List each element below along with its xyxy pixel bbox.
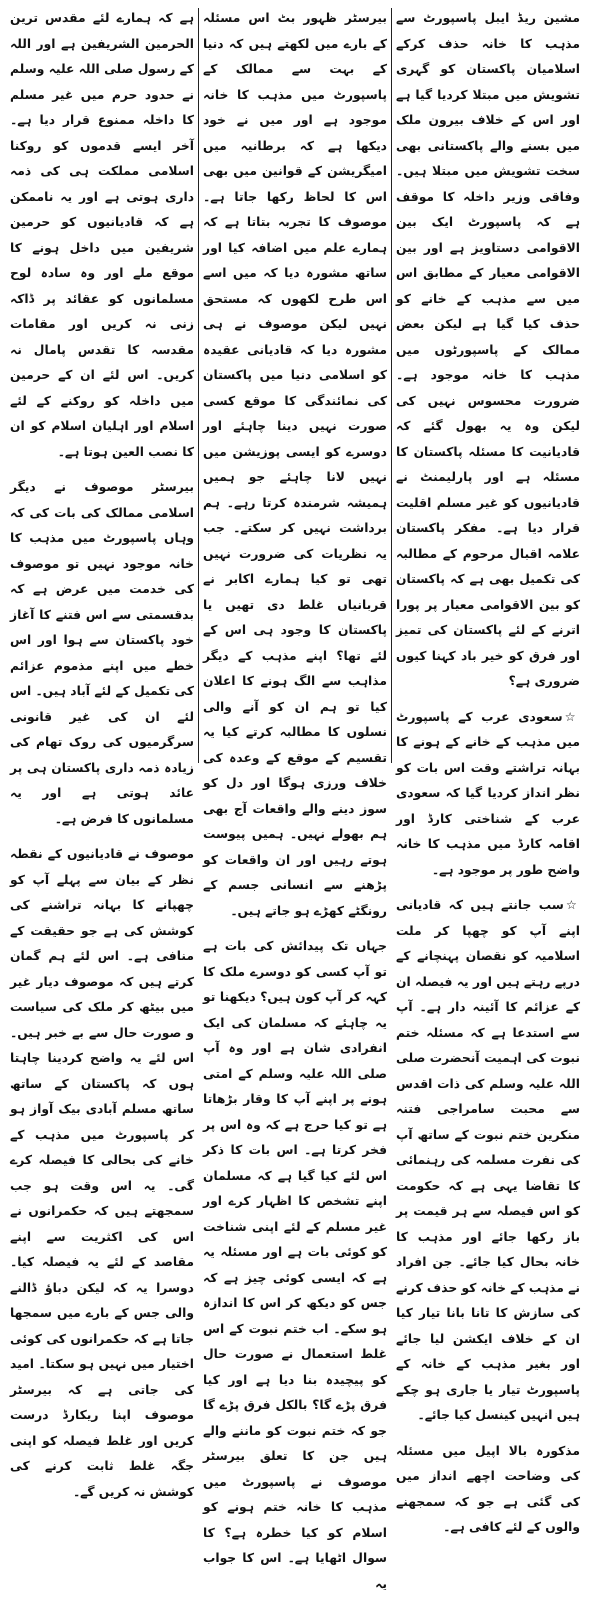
star-icon: ☆: [564, 709, 580, 724]
column-left: [6, 6, 198, 1499]
star-icon: ☆: [565, 898, 580, 912]
paragraph: بیرسٹر موصوف نے دیگر اسلامی ممالک کی بات کی کہ وہاں پاسپورٹ میں مذہب کا خانہ موجود نہیں تو موصوف کی خدمت میں عرض ہے کہ بدقسمتی سے اس فتنے کا آغاز خود پاکستان سے ہوا اور اس خطے میں اپنے مذموم عزائم کی تکمیل کے لئے آباد ہیں۔ اس لئے ان کی غیر قانونی سرگرمیوں کی روک تھام کی زیادہ ذمہ داری پاکستان ہی پر عائد ہوتی ہے اور یہ مسلمانوں کا فرض ہے۔: [10, 480, 194, 826]
paragraph: [396, 705, 580, 884]
paragraph: بیرسٹر ظہور بٹ اس مسئلہ کے بارے میں لکھتے ہیں کہ دنیا کے بہت سے ممالک کے پاسپورٹ میں مذہب کا خانہ موجود ہے اور میں نے خود دیکھا ہے کہ برطانیہ میں امیگریشن کے قوانین میں بھی اس کا لحاظ رکھا جاتا ہے۔ موصوف کا تجربہ بتاتا ہے کہ ہمارے علم میں اضافہ کیا اور ساتھ مشورہ دیا کہ میں اسے اس طرح لکھوں کہ مستحق نہیں لیکن موصوف نے ہی مشورہ دیا کہ قادیانی عقیدہ کو اسلامی دنیا میں پاکستان کی نمائندگی کا موقع کسی صورت نہیں دینا چاہئے اور دوسرے کو ایسی پوزیشن میں نہیں لانا چاہئے جو ہمیں ہمیشہ شرمندہ کرتا رہے۔ ہم برداشت نہیں کر سکتے۔ جب یہ نظریات کی ضرورت نہیں تھی تو کیا ہمارے اکابر نے قربانیاں غلط دی تھیں یا پاکستان کا وجود ہی اس کے لئے تھا؟ اپنے مذہب کے دیگر مذاہب سے الگ ہونے کا اعلان کیا تو ہم ان کو آنے والی نسلوں کا مطالبہ کرتے کیا یہ تقسیم کے موقع کے وعدہ کی خلاف ورزی ہوگا اور دل کو سوز دینے والے واقعات آج بھی ہم بھولے نہیں۔ ہمیں پیوست ہوتے رہیں اور ان واقعات کو پڑھنے سے انسانی جسم کے رونگٹے کھڑے ہو جاتے ہیں۔: [203, 11, 387, 918]
paragraph: [396, 893, 580, 1429]
paragraph-text: سب جانتے ہیں کہ قادیانی اپنے آپ کو چھپا کر ملت اسلامیہ کو نقصان پہنچانے کے درپے رہتے ہیں اور یہ فیصلہ ان کے عزائم کا آئینہ دار ہے۔ آپ سے استدعا ہے کہ مسئلہ ختم نبوت کی اہمیت آنحضرت صلی اللہ علیہ وسلم کی ذات اقدس سے محبت سامراجی فتنہ منکرین ختم نبوت کے ساتھ آپ کی نفرت مسلمہ کی رہنمائی کا تقاضا یہی ہے کہ حکومت کو اس فیصلہ سے ہر قیمت پر باز رکھا جائے اور مذہب کا خانہ بحال کیا جائے۔ جن افراد نے مذہب کے خانہ کو حذف کرنے کی سازش کا تانا بانا تیار کیا ان کے خلاف ایکشن لیا جائے اور بغیر مذہب کے خانہ کے پاسپورٹ تیار یا جاری ہو چکے ہیں انہیں کینسل کیا جائے۔: [396, 898, 580, 1422]
paragraph: ہے کہ ہمارے لئے مقدس ترین الحرمین الشریفین ہے اور اللہ کے رسول صلی اللہ علیہ وسلم نے حدود حرم میں غیر مسلم کا داخلہ ممنوع قرار دیا ہے۔ آخر ایسے قدموں کو روکنا اسلامی مملکت ہی کی ذمہ داری ہوتی ہے اور یہ ناممکن ہے کہ قادیانیوں کو حرمین شریفین میں داخل ہونے کا موقع ملے اور وہ سادہ لوح مسلمانوں کو عقائد پر ڈاکہ زنی نہ کریں اور مقامات مقدسہ کا تقدس پامال نہ کریں۔ اس لئے ان کے حرمین میں داخلہ کو روکنے کے لئے اسلام اور اہلیان اسلام کو ان کا نصب العین ہوتا ہے۔: [10, 11, 194, 459]
column-middle: [199, 6, 391, 1591]
paragraph: موصوف نے قادیانیوں کے نقطہ نظر کے بیان سے پہلے آپ کو چھپانے کا بہانہ تراشنے کی کوشش کی ہے جو حقیقت کے منافی ہے۔ اس لئے ہم گمان کرتے ہیں کہ موصوف دیار غیر میں بیٹھ کر ملک کی سیاست و صورت حال سے بے خبر ہیں۔ اس لئے یہ واضح کردینا چاہتا ہوں کہ پاکستان کے ساتھ ساتھ مسلم آبادی بیک آواز ہو کر پاسپورٹ میں مذہب کے خانے کی بحالی کا فیصلہ کرے گی۔ یہ اس وقت ہو جب سمجھتے ہیں کہ حکمرانوں نے اس کی اکثریت سے اپنے مقاصد کے لئے یہ فیصلہ کیا۔ دوسرا یہ کہ لیکن دباؤ ڈالنے والی جس کے بارے میں سمجھا جاتا ہے کہ حکمرانوں کی کوئی اختیار میں نہیں ہو سکتا۔ امید کی جاتی ہے کہ بیرسٹر موصوف اپنا ریکارڈ درست کریں اور غلط فیصلہ کو اپنی جگہ غلط ثابت کرنے کی کوشش نہ کریں گے۔: [10, 847, 194, 1499]
column-divider: [391, 8, 392, 763]
column-divider: [198, 8, 199, 763]
paragraph: مشین ریڈ ایبل پاسپورٹ سے مذہب کا خانہ حذف کرکے اسلامیان پاکستان کو گہری تشویش میں مبتلا کردیا گیا ہے اور اس کے خلاف بیرون ملک میں بسنے والے پاکستانی بھی سخت تشویش میں مبتلا ہیں۔ وفاقی وزیر داخلہ کا موقف ہے کہ پاسپورٹ ایک بین الاقوامی دستاویز ہے اور بین الاقوامی معیار کے مطابق اس میں سے مذہب کے خانے کو حذف کیا گیا ہے لیکن بعض ممالک کے پاسپورٹوں میں مذہب کا خانہ موجود ہے۔ ضرورت محسوس نہیں کی لیکن وہ یہ بھول گئے کہ قادیانیت کا مسئلہ پاکستان کا مسئلہ ہے اور پارلیمنٹ نے قادیانیوں کو غیر مسلم اقلیت قرار دیا ہے۔ مفکر پاکستان علامہ اقبال مرحوم کے مطالبہ کی تکمیل بھی ہے کہ پاکستان کو بین الاقوامی معیار پر پورا اترنے کے لئے پاکستان کی تمیز اور فرق کو خیر باد کہنا کیوں ضروری ہے؟: [396, 11, 580, 688]
column-right: [392, 6, 584, 1534]
paragraph: مذکورہ بالا اپیل میں مسئلہ کی وضاحت اچھے انداز میں کی گئی ہے جو کہ سمجھنے والوں کے لئے کافی ہے۔: [396, 1443, 580, 1534]
paragraph-text: سعودی عرب کے پاسپورٹ میں مذہب کے خانے کے ہونے کا بہانہ تراشتے وقت اس بات کو نظر انداز کردیا گیا کہ سعودی عرب کے شناختی کارڈ اور اقامہ کارڈ میں مذہب کا خانہ واضح طور پر موجود ہے۔: [396, 709, 580, 877]
paragraph: جہاں تک پیدائش کی بات ہے تو آپ کسی کو دوسرے ملک کا کہہ کر آپ کون ہیں؟ دیکھنا تو یہ چاہئے کہ مسلمان کی ایک انفرادی شان ہے اور وہ آپ صلی اللہ علیہ وسلم کے امتی ہونے پر اپنے آپ کا وقار بڑھاتا ہے تو کیا حرج ہے کہ وہ اس پر فخر کرتا ہے۔ اس بات کا ذکر اس لئے کیا گیا ہے کہ مسلمان اپنے تشخص کا اظہار کرے اور غیر مسلم کے لئے اپنی شناخت کو کوئی بات ہے اور مسئلہ یہ ہے کہ ایسی کوئی چیز ہے کہ جس کو دیکھ کر اس کا اندازہ ہو سکے۔ اب ختم نبوت کے اس غلط استعمال نے صورت حال کو پیچیدہ بنا دیا ہے اور کیا فرق پڑے گا؟ بالکل فرق پڑے گا جو کہ ختم نبوت کو ماننے والے ہیں جن کا تعلق بیرسٹر موصوف نے پاسپورٹ میں مذہب کا خانہ ختم ہونے کو اسلام کو کیا خطرہ ہے؟ کا سوال اٹھایا ہے۔ اس کا جواب یہ: [203, 939, 387, 1591]
